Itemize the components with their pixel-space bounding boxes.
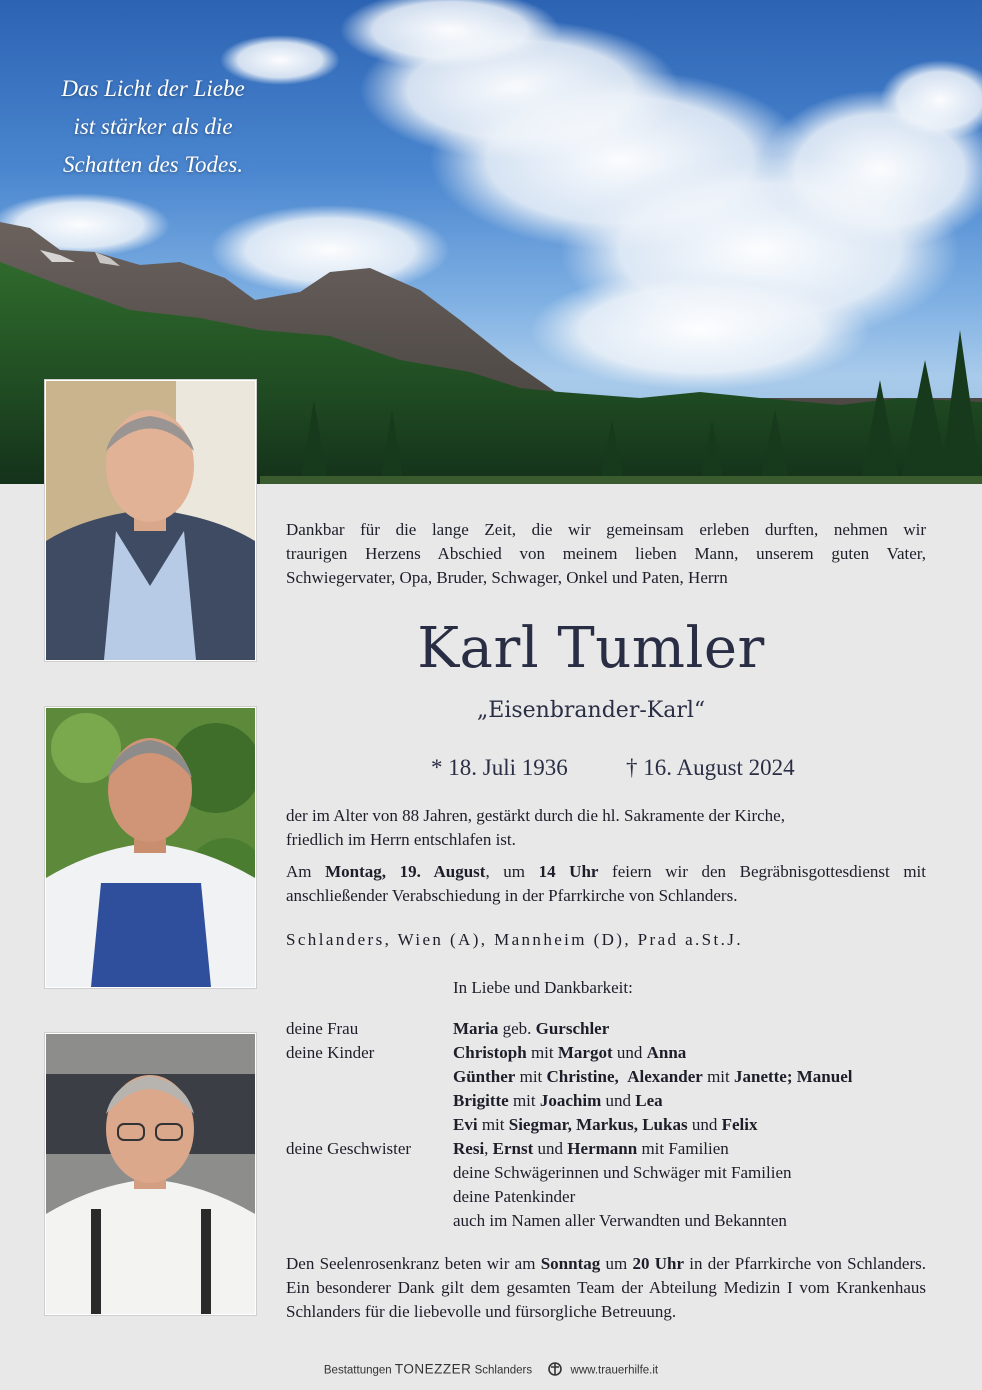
name: Hermann [567,1139,638,1158]
funeral-text: Am [286,862,326,881]
connector: und [533,1139,568,1158]
name: Margot [557,1043,613,1062]
footer-prefix: Bestattungen [323,1364,392,1377]
sibling-entry [453,1137,729,1161]
death-date: † 16. August 2024 [626,755,795,780]
rosary-day: Sonntag [540,1254,601,1273]
connector: und [601,1091,636,1110]
quote-line: Schatten des Todes. [63,152,243,177]
quote-line: Das Licht der Liebe [61,76,245,101]
name: Günther [453,1067,516,1086]
children-label: deine Kinder [286,1043,375,1062]
name: Joachim [539,1091,602,1110]
trauerhilfe-logo-icon [547,1361,563,1380]
connector: mit [526,1043,558,1062]
child-entry [453,1041,686,1065]
godchildren-entry: deine Patenkinder [453,1187,576,1206]
intro-line: Dankbar für die lange Zeit, die wir gemeinsam erleben durften, nehmen wir [286,520,926,539]
name: Alexander [627,1067,703,1086]
name: Evi [453,1115,478,1134]
rosary-text: um [600,1254,633,1273]
name: Anna [646,1043,687,1062]
name: Janette; Manuel [733,1067,853,1086]
intro-paragraph [286,518,926,590]
connector [619,1067,628,1086]
siblings-label: deine Geschwister [286,1139,412,1158]
connector: mit [515,1067,547,1086]
footer-location: Schlanders [474,1364,533,1377]
intro-line: traurigen Herzens Abschied von meinem lieben Mann, unserem guten Vater, [286,544,926,563]
name: Christoph [453,1043,527,1062]
wife-label: deine Frau [286,1019,359,1038]
portrait-photo-1 [45,380,256,661]
child-entry [453,1089,663,1113]
quote-line: ist stärker als die [73,114,233,139]
deceased-name: Karl Tumler [417,616,765,681]
rosary-time: 20 Uhr [632,1254,685,1273]
name: Felix [721,1115,758,1134]
portrait-photo-2 [45,707,256,988]
footer-website-link[interactable]: www.trauerhilfe.it [570,1364,659,1377]
name: Resi [453,1139,485,1158]
child-entry [453,1113,757,1137]
connector: mit [508,1091,540,1110]
connector: mit [702,1067,734,1086]
name: Maria [453,1019,499,1038]
name: Gurschler [535,1019,610,1038]
portrait-photo-3 [45,1033,256,1315]
funeral-text: , um [485,862,539,881]
relatives-entry: deine Schwägerinnen und Schwäger mit Familien [453,1163,792,1182]
child-entry [453,1065,853,1089]
funeral-time: 14 Uhr [538,862,599,881]
rosary-text: Den Seelenrosenkranz beten wir am [286,1254,541,1273]
rosary-paragraph [286,1252,926,1324]
name: Christine, [546,1067,619,1086]
age-line: friedlich im Herrn entschlafen ist. [286,830,516,849]
age-line: der im Alter von 88 Jahren, gestärkt durch die hl. Sakramente der Kirche, [286,806,785,825]
name: Ernst [492,1139,534,1158]
name: Brigitte [453,1091,509,1110]
footer-brand: TONEZZER [394,1361,472,1377]
funeral-text: feiern wir den Begräbnisgottesdienst mit anschließender Verabschiedung in der Pfarrkirche von Schlanders. [286,862,927,905]
name: Lea [635,1091,663,1110]
name: Siegmar, Markus, Lukas [508,1115,688,1134]
wife-entry [453,1017,609,1041]
funeral-date: Montag, 19. August [325,862,486,881]
deceased-nickname: „Eisenbrander-Karl“ [476,698,706,723]
memorial-quote [38,70,268,184]
connector: mit [477,1115,509,1134]
funeral-paragraph [286,860,926,908]
connector: geb. [498,1019,536,1038]
connector: mit Familien [637,1139,729,1158]
places: Schlanders, Wien (A), Mannheim (D), Prad a.St.J. [286,930,743,949]
age-paragraph [286,804,926,852]
connector: , [484,1139,493,1158]
relatives-entry: auch im Namen aller Verwandten und Bekannten [453,1211,787,1230]
closing-phrase: In Liebe und Dankbarkeit: [453,978,633,997]
intro-line: Schwiegervater, Opa, Bruder, Schwager, Onkel und Paten, Herrn [286,568,728,587]
connector: und [612,1043,647,1062]
connector: und [687,1115,722,1134]
birth-date: * 18. Juli 1936 [431,755,568,780]
rosary-text: in der Pfarrkirche von Schlanders. Ein besonderer Dank gilt dem gesamten Team der Abteilung Medizin I vom Krankenhaus Schlanders für die liebevolle und fürsorgliche Betreuung. [286,1254,926,1321]
footer [0,1361,982,1380]
